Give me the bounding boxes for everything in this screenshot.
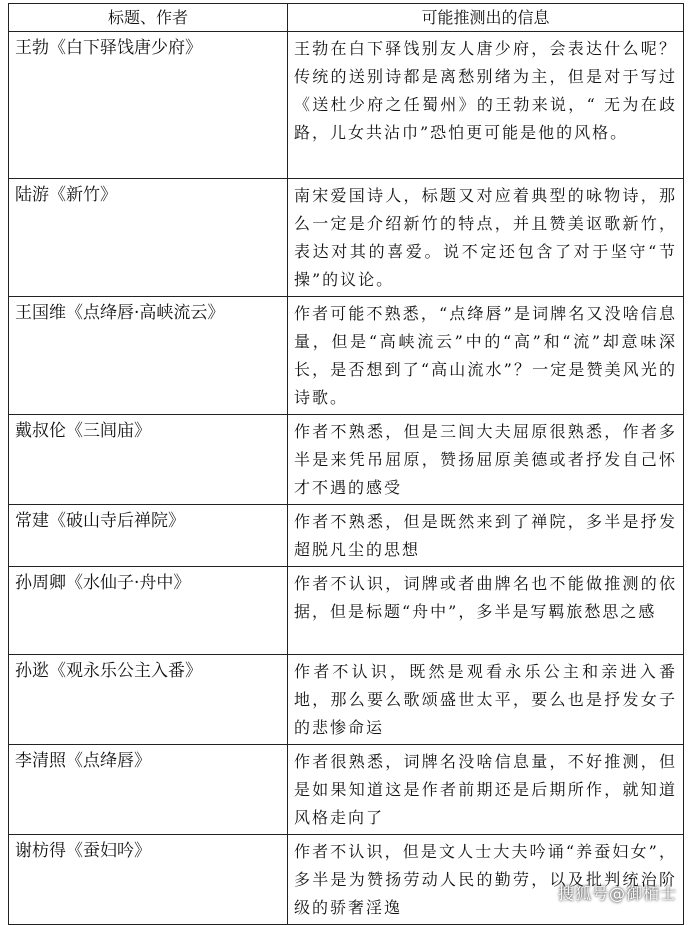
poem-table-sheet <box>8 3 683 925</box>
row-info: 作者不认识，既然是观看永乐公主和亲进入番地，那么要么歌颂盛世太平，要么也是抒发女子的悲惨命运 <box>288 655 684 745</box>
table-row <box>9 655 684 745</box>
table-row <box>9 505 684 567</box>
row-info: 作者不熟悉，但是既然来到了禅院，多半是抒发超脱凡尘的思想 <box>288 505 684 567</box>
row-info: 王勃在白下驿饯别友人唐少府，会表达什么呢？传统的送别诗都是离愁别绪为主，但是对于写过《送杜少府之任蜀州》的王勃来说，“ 无为在歧路，儿女共沾巾”恐怕更可能是他的风格。 <box>288 32 684 179</box>
table-row <box>9 745 684 835</box>
table-row <box>9 567 684 655</box>
header-inferred-info: 可能推测出的信息 <box>288 4 684 32</box>
row-title: 陆游《新竹》 <box>9 179 288 297</box>
row-title: 王勃《白下驿饯唐少府》 <box>9 32 288 179</box>
table-header-row <box>9 4 684 32</box>
table-row <box>9 32 684 179</box>
poem-inference-table <box>8 3 684 925</box>
table-row <box>9 835 684 925</box>
row-info: 作者不认识，词牌或者曲牌名也不能做推测的依据，但是标题“舟中”，多半是写羁旅愁思之感 <box>288 567 684 655</box>
table-row <box>9 179 684 297</box>
row-title: 谢枋得《蚕妇吟》 <box>9 835 288 925</box>
row-info: 南宋爱国诗人，标题又对应着典型的咏物诗，那么一定是介绍新竹的特点，并且赞美讴歌新竹，表达对其的喜爱。说不定还包含了对于坚守“节操”的议论。 <box>288 179 684 297</box>
row-title: 戴叔伦《三闾庙》 <box>9 415 288 505</box>
header-title-author: 标题、作者 <box>9 4 288 32</box>
table-row <box>9 297 684 415</box>
row-title: 李清照《点绛唇》 <box>9 745 288 835</box>
row-info: 作者不认识，但是文人士大夫吟诵“养蚕妇女”，多半是为赞扬劳动人民的勤劳，以及批判统治阶级的骄奢淫逸 <box>288 835 684 925</box>
row-title: 常建《破山寺后禅院》 <box>9 505 288 567</box>
row-info: 作者不熟悉，但是三闾大夫屈原很熟悉，作者多半是来凭吊屈原，赞扬屈原美德或者抒发自己怀才不遇的感受 <box>288 415 684 505</box>
row-title: 王国维《点绛唇·高峡流云》 <box>9 297 288 415</box>
row-info: 作者很熟悉，词牌名没啥信息量，不好推测，但是如果知道这是作者前期还是后期所作，就知道风格走向了 <box>288 745 684 835</box>
row-info: 作者可能不熟悉，“点绛唇”是词牌名又没啥信息量，但是“高峡流云”中的“高”和“流”却意味深长，是否想到了“高山流水”？一定是赞美风光的诗歌。 <box>288 297 684 415</box>
table-row <box>9 415 684 505</box>
sohu-watermark: 搜狐号@御栢士 <box>557 884 677 903</box>
row-title: 孙周卿《水仙子·舟中》 <box>9 567 288 655</box>
row-title: 孙逖《观永乐公主入番》 <box>9 655 288 745</box>
